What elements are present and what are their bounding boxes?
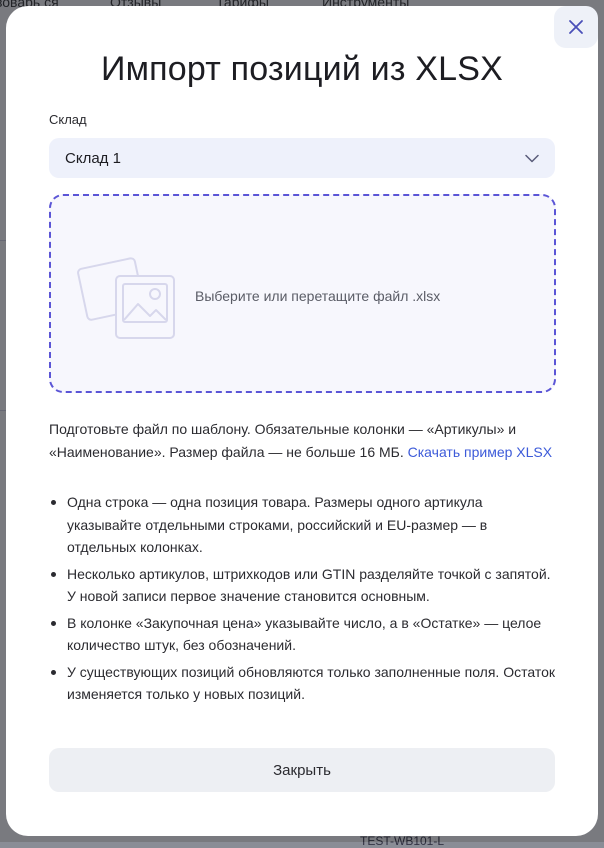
close-button[interactable]: Закрыть xyxy=(49,748,555,792)
close-icon xyxy=(568,19,584,35)
image-upload-icon xyxy=(76,248,180,342)
list-item: Несколько артикулов, штрихкодов или GTIN разделяйте точкой с запятой. У новой записи первое значение становится основным. xyxy=(49,563,559,608)
file-dropzone[interactable] xyxy=(49,194,556,393)
close-icon-button[interactable] xyxy=(554,6,598,48)
dropzone-text: Выберите или перетащите файл .xlsx xyxy=(195,288,441,304)
list-item: В колонке «Закупочная цена» указывайте число, а в «Остатке» — целое количество штук, без обозначений. xyxy=(49,612,559,657)
list-item: У существующих позиций обновляются только заполненные поля. Остаток изменяется только у новых позиций. xyxy=(49,661,559,706)
warehouse-label: Склад xyxy=(49,112,87,127)
description-text: Подготовьте файл по шаблону. Обязательные колонки — «Артикулы» и «Наименование». Размер файла — не больше 16 МБ. xyxy=(49,421,517,460)
instructions-list xyxy=(49,491,559,710)
template-description xyxy=(49,418,559,463)
modal-title: Импорт позиций из XLSX xyxy=(100,50,504,88)
chevron-down-icon xyxy=(525,154,539,163)
warehouse-select[interactable] xyxy=(49,138,555,178)
warehouse-select-value: Склад 1 xyxy=(65,149,121,167)
list-item: Одна строка — одна позиция товара. Размеры одного артикула указывайте отдельными строками, российский и EU-размер — в отдельных колонках. xyxy=(49,491,559,559)
download-example-link[interactable]: Скачать пример XLSX xyxy=(407,443,553,460)
